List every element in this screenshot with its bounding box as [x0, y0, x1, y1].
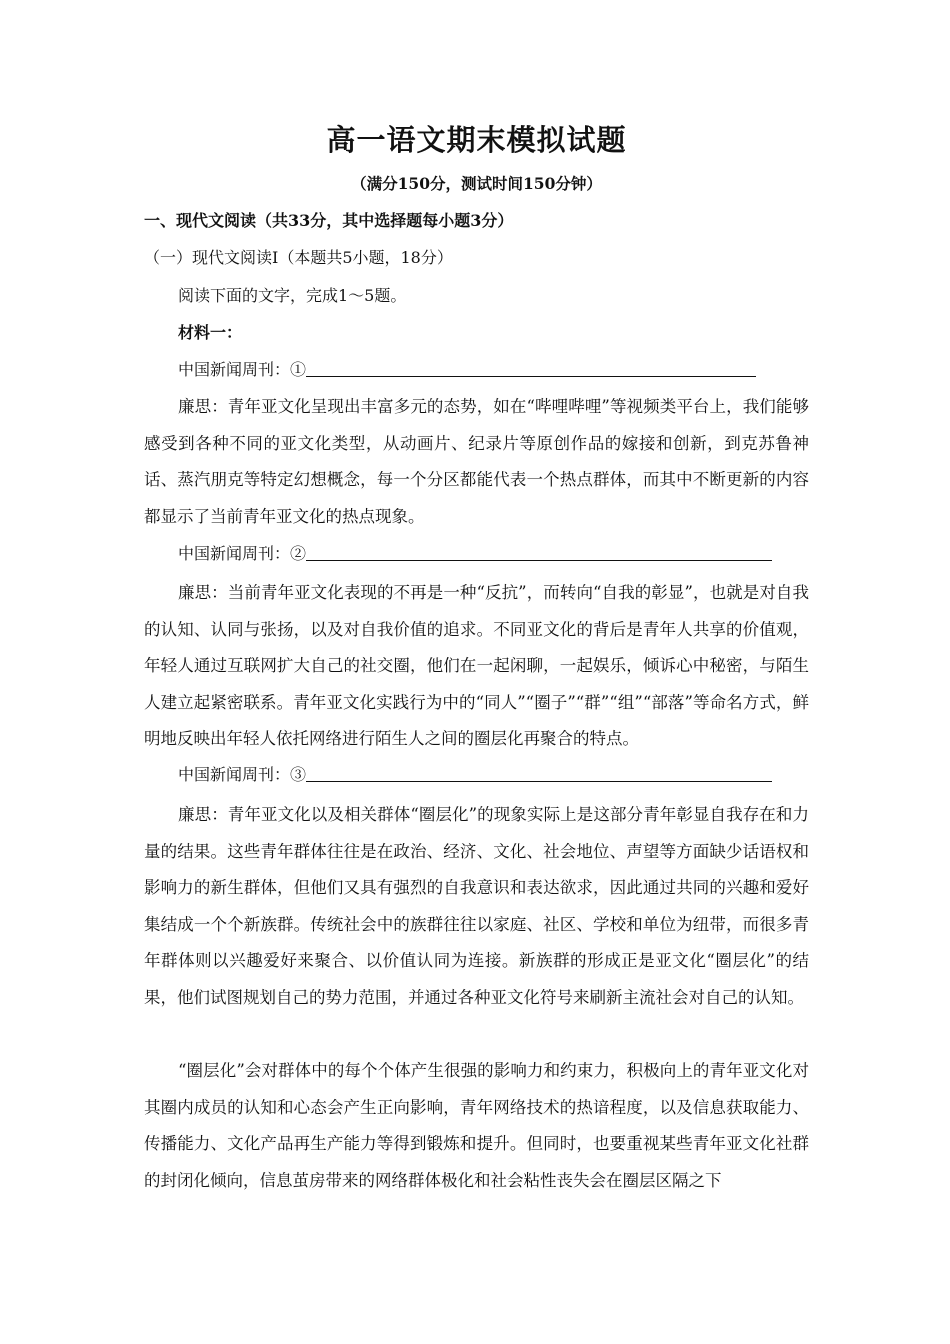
answer-blank-2 — [306, 544, 772, 561]
answer-3-paragraph: 廉思：青年亚文化以及相关群体“圈层化”的现象实际上是这部分青年彰显自我存在和力量的结果。这些青年群体往往是在政治、经济、文化、社会地位、声望等方面缺少话语权和影响力的新生群体，但他们又具有强烈的自我意识和表达欲求，因此通过共同的兴趣和爱好集结成一个个新族群。传统社会中的族群往往以家庭、社区、学校和单位为纽带，而很多青年群体则以兴趣爱好来聚合、以价值认同为连接。新族群的形成正是亚文化“圈层化”的结果，他们试图规划自己的势力范围，并通过各种亚文化符号来刷新主流社会对自己的认知。 — [144, 805, 809, 1007]
question-3-line — [178, 764, 772, 786]
page-title: 高一语文期末模拟试题 — [326, 123, 627, 157]
question-3-prompt: 中国新闻周刊：③ — [178, 765, 307, 784]
question-1-line — [178, 359, 756, 381]
answer-blank-1 — [306, 360, 756, 377]
answer-blank-3 — [306, 765, 772, 782]
exam-info: （满分150分，测试时间150分钟） — [351, 174, 602, 193]
answer-1-paragraph: 廉思：青年亚文化呈现出丰富多元的态势，如在“哔哩哔哩”等视频类平台上，我们能够感受到各种不同的亚文化类型，从动画片、纪录片等原创作品的嫁接和创新，到克苏鲁神话、蒸汽朋克等特定幻想概念，每一个分区都能代表一个热点群体，而其中不断更新的内容都显示了当前青年亚文化的热点现象。 — [144, 397, 809, 526]
answer-3-paragraph-2: “圈层化”会对群体中的每个个体产生很强的影响力和约束力，积极向上的青年亚文化对其圈内成员的认知和心态会产生正向影响，青年网络技术的热谙程度，以及信息获取能力、传播能力、文化产品再生产能力等得到锻炼和提升。但同时，也要重视某些青年亚文化社群的封闭化倾向，信息茧房带来的网络群体极化和社会粘性丧失会在圈层区隔之下 — [144, 1061, 809, 1190]
question-2-prompt: 中国新闻周刊：② — [178, 544, 307, 563]
question-2-line — [178, 543, 772, 565]
instruction-text: 阅读下面的文字，完成1～5题。 — [178, 286, 407, 305]
material-label: 材料一： — [178, 323, 243, 342]
answer-2-paragraph: 廉思：当前青年亚文化表现的不再是一种“反抗”，而转向“自我的彰显”，也就是对自我的认知、认同与张扬，以及对自我价值的追求。不同亚文化的背后是青年人共享的价值观，年轻人通过互联网扩大自己的社交圈，他们在一起闲聊，一起娱乐，倾诉心中秘密，与陌生人建立起紧密联系。青年亚文化实践行为中的“同人”“圈子”“群”“组”“部落”等命名方式，鲜明地反映出年轻人依托网络进行陌生人之间的圈层化再聚合的特点。 — [144, 583, 809, 749]
question-1-prompt: 中国新闻周刊：① — [178, 360, 307, 379]
subsection-heading: （一）现代文阅读Ⅰ（本题共5小题，18分） — [144, 248, 453, 267]
section-heading: 一、现代文阅读（共33分，其中选择题每小题3分） — [144, 211, 514, 230]
